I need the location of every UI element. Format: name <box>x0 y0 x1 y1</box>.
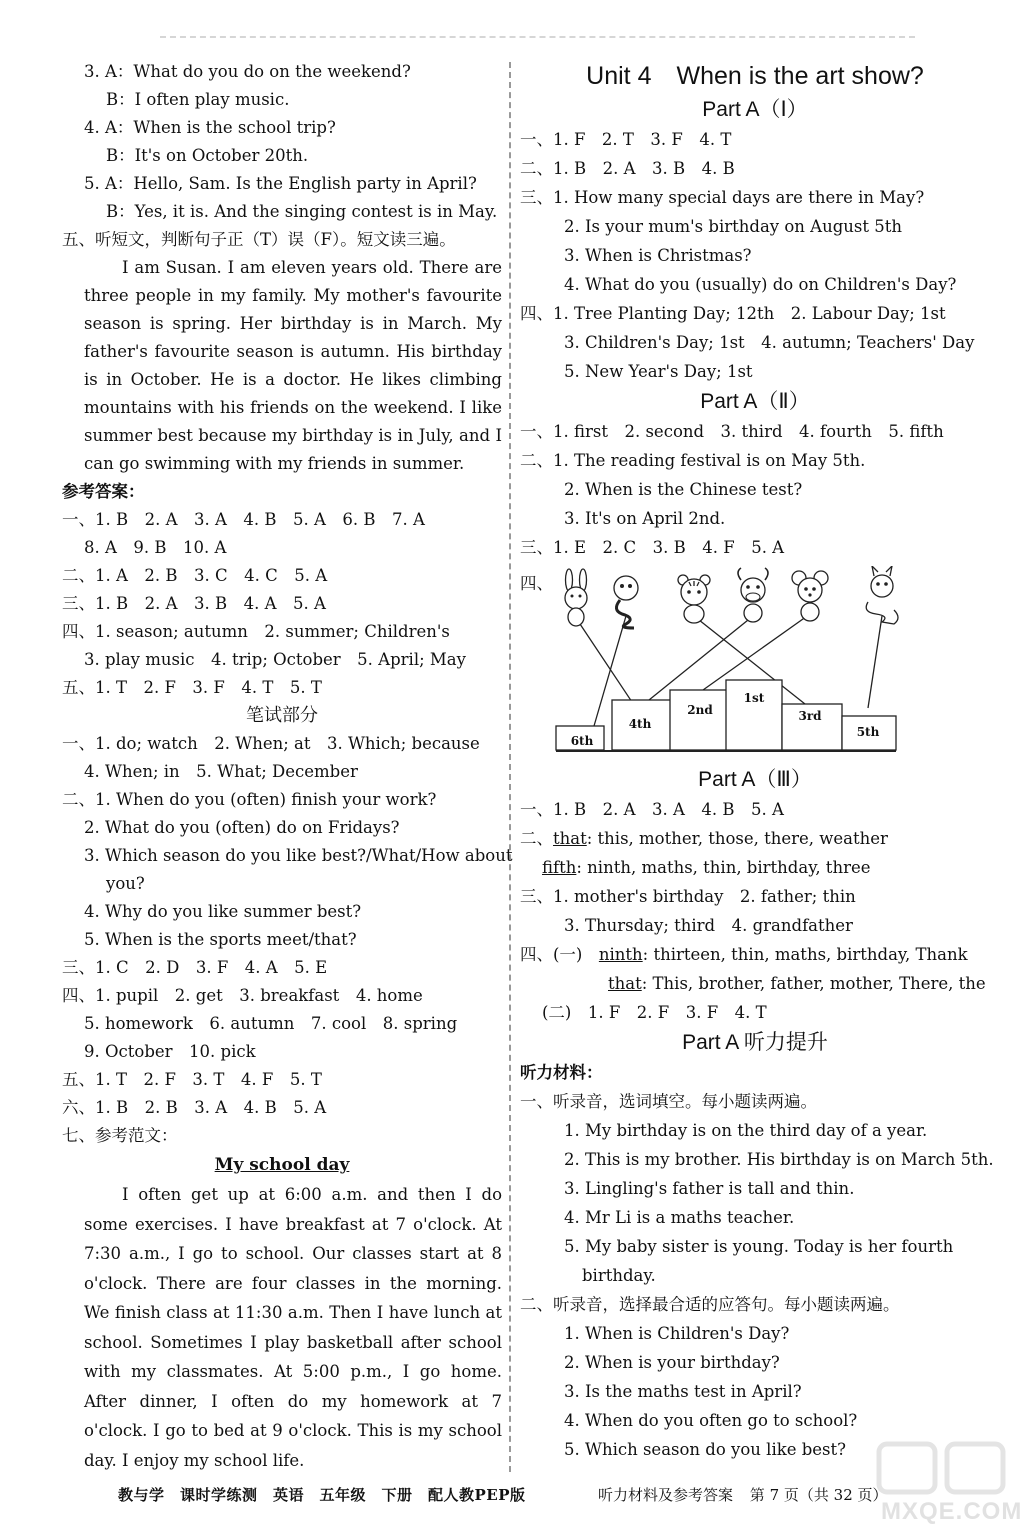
answer-line: (二) 1. F 2. F 3. F 4. T <box>542 1003 767 1022</box>
answer-line: 5. homework 6. autumn 7. cool 8. spring <box>84 1014 458 1033</box>
listening-line: birthday. <box>582 1266 656 1285</box>
watermark-logo <box>871 1438 1023 1530</box>
word-list: : This, brother, father, mother, There, the <box>641 974 986 993</box>
podium-label: 3rd <box>798 709 822 723</box>
podium-block-2nd <box>670 690 730 750</box>
part-title: Part A（Ⅱ） <box>700 390 810 413</box>
unit-title: Unit 4 When is the art show? <box>586 62 924 90</box>
answer-line: 三、1. E 2. C 3. B 4. F 5. A <box>520 538 785 557</box>
podium-svg <box>520 566 990 762</box>
answer-line: 8. A 9. B 10. A <box>84 538 227 557</box>
podium-label: 6th <box>570 734 594 748</box>
answer-line: 5. When is the sports meet/that? <box>84 930 357 949</box>
answer-line: 三、1. C 2. D 3. F 4. A 5. E <box>62 958 328 977</box>
section-name: 听力材料及参考答案 <box>598 1486 734 1504</box>
word-list: : ninth, maths, thin, birthday, three <box>576 858 871 877</box>
underlined-key: ninth <box>598 945 643 964</box>
dialogue-line: 3. A：What do you do on the weekend? <box>84 62 411 81</box>
answer-line: 三、1. B 2. A 3. B 4. A 5. A <box>62 594 326 613</box>
essay-title: My school day <box>214 1155 350 1175</box>
listening-line: 4. Mr Li is a maths teacher. <box>564 1208 795 1227</box>
answer-line: 五、1. T 2. F 3. F 4. T 5. T <box>62 678 322 697</box>
mouse-icon <box>792 571 828 621</box>
item-number: 四、(一) <box>520 945 599 964</box>
answer-line: 4. When; in 5. What; December <box>84 762 358 781</box>
podium-blocks <box>556 680 896 750</box>
listening-line: 1. When is Children's Day? <box>564 1324 790 1343</box>
word-list: : thirteen, thin, maths, birthday, Thank <box>642 945 968 964</box>
left-column <box>62 58 513 1475</box>
item-number: 二、 <box>520 829 553 848</box>
dialogue-line: B：It's on October 20th. <box>106 146 309 165</box>
snake-icon <box>614 576 638 628</box>
podium-label: 1st <box>743 691 765 705</box>
answer-line: 二、1. When do you (often) finish your work? <box>62 790 437 809</box>
podium-label: 5th <box>856 725 880 739</box>
tiger-icon <box>678 575 710 623</box>
written-section-title: 笔试部分 <box>246 705 318 726</box>
dialogue-line: 5. A：Hello, Sam. Is the English party in April? <box>84 174 477 193</box>
answer-line <box>520 853 990 882</box>
underlined-key: that <box>608 974 642 993</box>
listening-line: 一、听录音，选词填空。每小题读两遍。 <box>520 1092 817 1111</box>
footer-right <box>598 1484 900 1505</box>
ox-icon <box>738 568 768 622</box>
listening-line: 2. This is my brother. His birthday is on March 5th. <box>564 1150 994 1169</box>
answer-line: 一、1. B 2. A 3. A 4. B 5. A <box>520 800 784 819</box>
dragon-icon <box>866 566 898 624</box>
answer-line: you? <box>106 874 145 893</box>
match-line <box>868 616 882 708</box>
answer-line: 3. When is Christmas? <box>564 246 752 265</box>
dialogue-line: B：I often play music. <box>106 90 290 109</box>
podium-base <box>556 750 896 752</box>
answer-line: 3. It's on April 2nd. <box>564 509 726 528</box>
listening-label: 听力材料： <box>520 1063 603 1082</box>
listening-line: 3. Lingling's father is tall and thin. <box>564 1179 855 1198</box>
answer-line: 4. What do you (usually) do on Children's Day? <box>564 275 957 294</box>
part-title: Part A（Ⅰ） <box>702 98 808 121</box>
answers-label: 参考答案： <box>62 482 145 501</box>
passage-text: I am Susan. I am eleven years old. There are three people in my family. My mother's favourite season is spring. Her birthday is in March. My father's favourite season is autumn. His birthday is in October. He is a doctor. He likes climbing mountains with his friends on the weekend. I like summer best because my birthday is in July, and I can go swimming with my friends in summer. <box>84 258 502 473</box>
answer-line: 3. Which season do you like best?/What/How about <box>84 846 513 865</box>
answer-line <box>520 940 990 969</box>
essay-text: I often get up at 6:00 a.m. and then I do some exercises. I have breakfast at 7 o'clock. At 7:30 a.m., I go to school. Our classes start at 8 o'clock. There are four classes in the morning. We finish class at 11:30 a.m. Then I have lunch at school. Sometimes I play basketball after school with my classmates. At 5:00 p.m., I go home. After dinner, I often do my homework at 7 o'clock. I go to bed at 9 o'clock. This is my school day. I enjoy my school life. <box>84 1185 502 1470</box>
answer-line: 一、1. do; watch 2. When; at 3. Which; because <box>62 734 480 753</box>
top-dashed-rule <box>160 36 915 38</box>
page-number: 第 7 页（共 32 页） <box>749 1486 888 1504</box>
answer-line: 一、1. B 2. A 3. A 4. B 5. A 6. B 7. A <box>62 510 425 529</box>
underlined-key: that <box>553 829 587 848</box>
watermark-text: MXQE.COM <box>881 1498 1023 1525</box>
answer-line: 3. Children's Day; 1st 4. autumn; Teachers' Day <box>564 333 975 352</box>
match-line <box>703 614 810 690</box>
underlined-key: fifth <box>542 858 577 877</box>
listening-line: 二、听录音，选择最合适的应答句。每小题读两遍。 <box>520 1295 900 1314</box>
podium-matching-diagram <box>520 566 990 762</box>
answer-line <box>520 969 990 998</box>
listening-passage <box>62 254 502 478</box>
answer-line: 三、1. How many special days are there in May? <box>520 188 925 207</box>
answer-line: 二、1. A 2. B 3. C 4. C 5. A <box>62 566 328 585</box>
part-title: Part A（Ⅲ） <box>698 768 812 791</box>
part-title: Part A 听力提升 <box>682 1031 828 1054</box>
rabbit-icon <box>565 569 587 626</box>
answer-line: 3. play music 4. trip; October 5. April; May <box>84 650 466 669</box>
right-column <box>520 58 994 1464</box>
answer-line: 2. What do you (often) do on Fridays? <box>84 818 400 837</box>
answer-line: 三、1. mother's birthday 2. father; thin <box>520 887 856 906</box>
dialogue-line: B：Yes, it is. And the singing contest is in May. <box>106 202 498 221</box>
word-list: : this, mother, those, there, weather <box>586 829 888 848</box>
answer-line: 二、1. B 2. A 3. B 4. B <box>520 159 735 178</box>
podium-label: 2nd <box>687 703 713 717</box>
listening-line: 3. Is the maths test in April? <box>564 1382 802 1401</box>
dialogue-line: 4. A：When is the school trip? <box>84 118 336 137</box>
answer-line: 五、1. T 2. F 3. T 4. F 5. T <box>62 1070 322 1089</box>
column-divider <box>509 62 511 1472</box>
diagram-label: 四、 <box>520 574 553 593</box>
answer-line: 2. When is the Chinese test? <box>564 480 803 499</box>
listening-line: 1. My birthday is on the third day of a year. <box>564 1121 928 1140</box>
answer-line: 七、参考范文： <box>62 1126 178 1145</box>
answer-line: 四、1. Tree Planting Day; 12th 2. Labour Day; 1st <box>520 304 946 323</box>
book-title: 教与学 课时学练测 英语 五年级 下册 配人教PEP版 <box>118 1486 526 1504</box>
listening-line: 5. Which season do you like best? <box>564 1440 847 1459</box>
answer-line: 四、1. pupil 2. get 3. breakfast 4. home <box>62 986 423 1005</box>
answer-line: 9. October 10. pick <box>84 1042 256 1061</box>
answer-line: 4. Why do you like summer best? <box>84 902 362 921</box>
podium-label: 4th <box>628 717 652 731</box>
answer-line: 一、1. F 2. T 3. F 4. T <box>520 130 732 149</box>
answer-line: 四、1. season; autumn 2. summer; Children's <box>62 622 450 641</box>
watermark-glyphs <box>871 1438 1013 1498</box>
answer-line: 一、1. first 2. second 3. third 4. fourth 5. fifth <box>520 422 944 441</box>
answer-line: 二、1. The reading festival is on May 5th. <box>520 451 866 470</box>
answer-line: 3. Thursday; third 4. grandfather <box>564 916 853 935</box>
section-heading: 五、听短文，判断句子正（T）误（F）。短文读三遍。 <box>62 230 456 249</box>
answer-line: 六、1. B 2. B 3. A 4. B 5. A <box>62 1098 327 1117</box>
sample-essay <box>62 1180 502 1475</box>
answer-line: 5. New Year's Day; 1st <box>564 362 753 381</box>
listening-line: 2. When is your birthday? <box>564 1353 780 1372</box>
answer-line: 2. Is your mum's birthday on August 5th <box>564 217 902 236</box>
listening-line: 4. When do you often go to school? <box>564 1411 858 1430</box>
answer-line <box>520 824 990 853</box>
listening-line: 5. My baby sister is young. Today is her fourth <box>564 1237 954 1256</box>
